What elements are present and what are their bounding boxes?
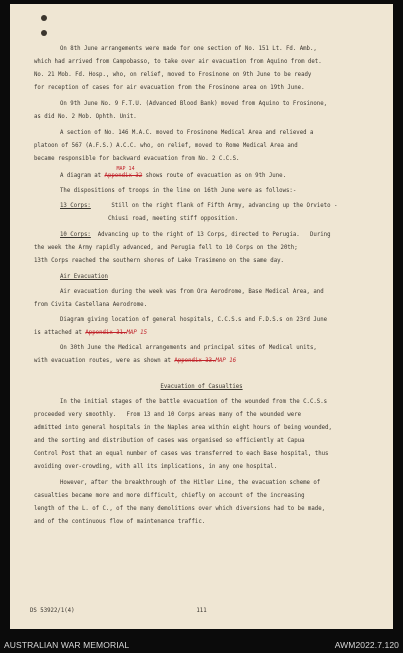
- struck-appendix-ref: Appendix 32: [104, 173, 143, 179]
- punch-hole: [41, 15, 47, 21]
- june30-line-cont: with evacuation routes, were as shown at Appendix 33.MAP 16: [34, 358, 237, 364]
- struck-appendix-ref: Appendix 31.: [85, 330, 127, 336]
- text-line: 13th Corps reached the southern shores of Lake Trasimeno on the same day.: [34, 258, 284, 264]
- text-line: Control Post that an equal number of cases was transferred to each Base hospital, thus: [34, 451, 329, 457]
- text-line: the week the Army rapidly advanced, and Perugia fell to 10 Corps on the 20th;: [34, 245, 298, 251]
- text-line: became responsible for backward evacuation from No. 2 C.C.S.: [34, 156, 240, 162]
- text-line: avoiding over-crowding, with all its implications, in any one hospital.: [34, 464, 278, 470]
- corps13-line: 13 Corps: Still on the right flank of Fifth Army, advancing up the Orvieto -: [60, 203, 338, 209]
- document-page: [10, 4, 393, 629]
- handwritten-map-ref: MAP 14: [116, 166, 135, 172]
- punch-hole: [41, 30, 47, 36]
- corps10-heading: 10 Corps:: [60, 232, 91, 238]
- handwritten-map-ref: MAP 16: [215, 358, 237, 364]
- text-line: In the initial stages of the battle evacuation of the wounded from the C.C.S.s: [60, 399, 328, 405]
- text-line: The dispositions of troops in the line on 16th June were as follows:-: [60, 188, 297, 194]
- text-line: platoon of 567 (A.F.S.) A.C.C. who, on relief, moved to Rome Medical Area and: [34, 143, 298, 149]
- text-line: admitted into general hospitals in the Naples area within eight hours of being wounded,: [34, 425, 332, 431]
- archive-credit: AUSTRALIAN WAR MEMORIAL: [4, 640, 130, 650]
- text-line: and the sorting and distribution of cases was organised so efficiently at Capua: [34, 438, 305, 444]
- corps13-heading: 13 Corps:: [60, 203, 91, 209]
- text-line: Diagram giving location of general hospitals, C.C.S.s and F.D.S.s on 23rd June: [60, 317, 328, 323]
- text-line: casualties became more and more difficult, chiefly on account of the increasing: [34, 493, 305, 499]
- archive-id: AWM2022.7.120: [334, 640, 399, 650]
- evacuation-of-casualties-heading: Evacuation of Casualties: [160, 384, 243, 390]
- text-line: However, after the breakthrough of the Hitler Line, the evacuation scheme of: [60, 480, 321, 486]
- corps10-line: 10 Corps: Advancing up to the right of 13 Corps, directed to Perugia. During: [60, 232, 331, 238]
- handwritten-map-ref: MAP 15: [126, 330, 148, 336]
- text-line: length of the L. of C., of the many demolitions over which diversions had to be made,: [34, 506, 326, 512]
- text-line: from Civita Castellana Aerodrome.: [34, 302, 147, 308]
- text-line: No. 21 Mob. Fd. Hosp., who, on relief, moved to Frosinone on 9th June to be ready: [34, 72, 312, 78]
- text-line: which had arrived from Campobasso, to take over air evacuation from Aquino from det.: [34, 59, 322, 65]
- text-line: A section of No. 146 M.A.C. moved to Frosinone Medical Area and relieved a: [60, 130, 314, 136]
- diagram-line: A diagram at MAP 14 Appendix 32 shows route of evacuation as on 9th June.: [60, 166, 287, 179]
- attached-line: is attached at Appendix 31.MAP 15: [34, 330, 148, 336]
- text-line: Air evacuation during the week was from Ora Aerodrome, Base Medical Area, and: [60, 289, 324, 295]
- text-line: On 9th June No. 9 F.T.U. (Advanced Blood Bank) moved from Aquino to Frosinone,: [60, 101, 328, 107]
- text-line: On 8th June arrangements were made for one section of No. 151 Lt. Fd. Amb.,: [60, 46, 317, 52]
- page-number: 111: [196, 608, 207, 614]
- text-line: and of the continuous flow of maintenance traffic.: [34, 519, 206, 525]
- text-line: as did No. 2 Mob. Ophth. Unit.: [34, 114, 137, 120]
- document-reference: DS 53922/1(4): [30, 608, 75, 614]
- text-line: proceeded very smoothly. From 13 and 10 Corps areas many of the wounded were: [34, 412, 302, 418]
- text-line: Chiusi road, meeting stiff opposition.: [108, 216, 239, 222]
- struck-appendix-ref: Appendix 33.: [174, 358, 216, 364]
- text-line: for reception of cases for air evacuation from the Frosinone area on 19th June.: [34, 85, 305, 91]
- text-line: On 30th June the Medical arrangements and principal sites of Medical units,: [60, 345, 317, 351]
- air-evacuation-heading: Air Evacuation: [60, 274, 108, 280]
